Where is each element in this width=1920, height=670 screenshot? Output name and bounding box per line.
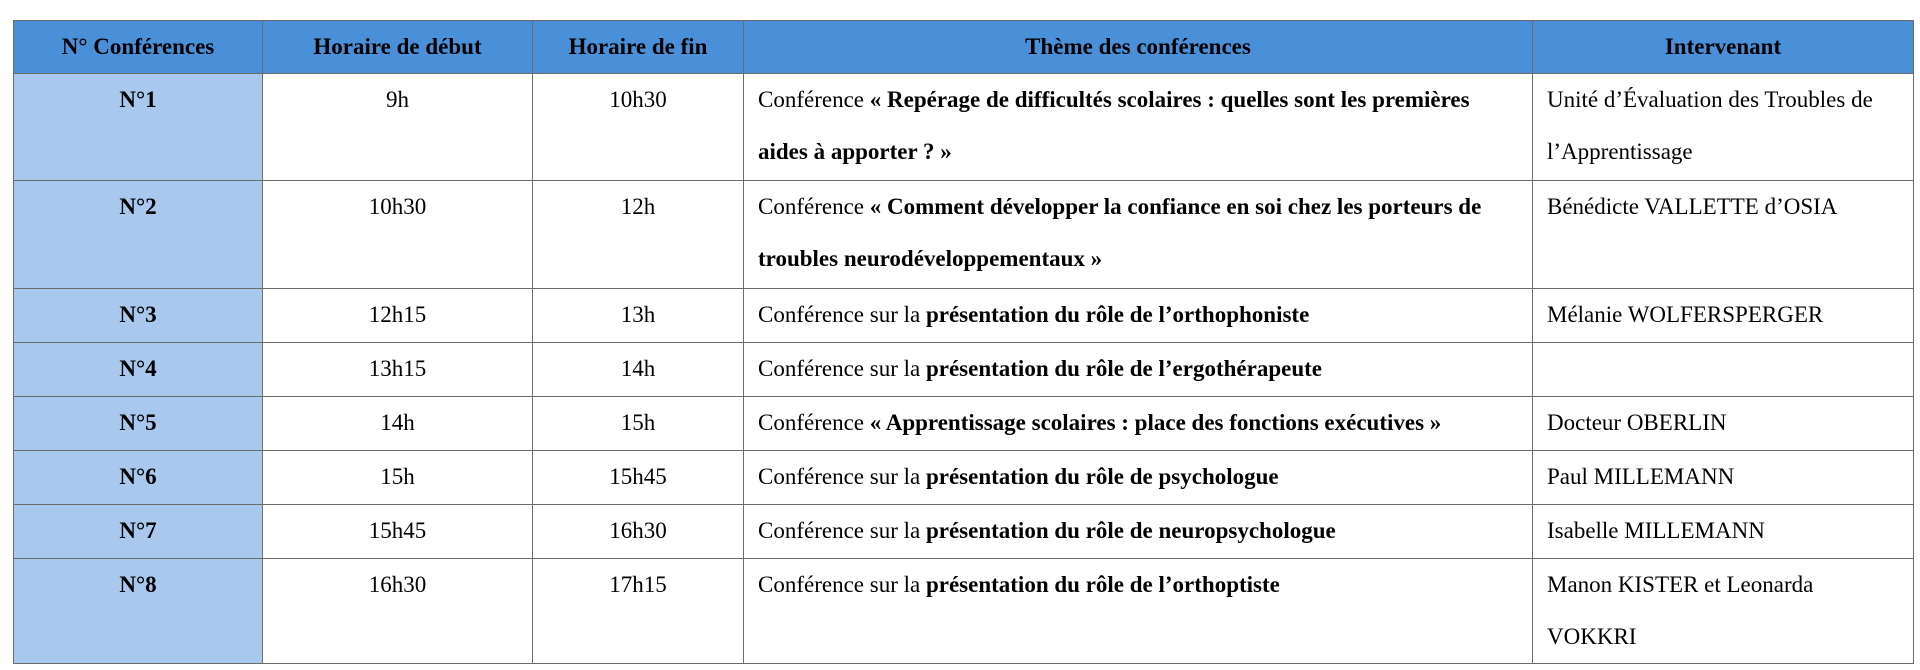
speaker: Manon KISTER et Leonarda VOKKRI [1533, 559, 1914, 664]
conference-theme [744, 289, 1533, 343]
header-theme: Thème des conférences [744, 21, 1533, 74]
end-time: 13h [533, 289, 744, 343]
header-end-time: Horaire de fin [533, 21, 744, 74]
speaker: Mélanie WOLFERSPERGER [1533, 289, 1914, 343]
table-row [14, 559, 1914, 664]
conference-theme [744, 451, 1533, 505]
theme-title: présentation du rôle de l’orthoptiste [925, 572, 1280, 597]
table-row [14, 397, 1914, 451]
end-time: 10h30 [533, 74, 744, 181]
header-conference-number: N° Conférences [14, 21, 263, 74]
end-time: 12h [533, 181, 744, 289]
table-row [14, 343, 1914, 397]
speaker: Bénédicte VALLETTE d’OSIA [1533, 181, 1914, 289]
speaker: Isabelle MILLEMANN [1533, 505, 1914, 559]
theme-prefix: Conférence sur la [758, 356, 926, 381]
header-row [14, 21, 1914, 74]
theme-title: « Repérage de difficultés scolaires : quelles sont les premières aides à apporter ? » [758, 87, 1470, 164]
start-time: 14h [263, 397, 533, 451]
theme-title: « Comment développer la confiance en soi chez les porteurs de troubles neurodéveloppementaux » [758, 194, 1482, 271]
start-time: 10h30 [263, 181, 533, 289]
theme-prefix: Conférence [758, 410, 870, 435]
conference-number: N°1 [14, 74, 263, 181]
theme-title: présentation du rôle de psychologue [925, 464, 1279, 489]
conference-theme [744, 505, 1533, 559]
theme-prefix: Conférence sur la [758, 302, 926, 327]
table-row [14, 289, 1914, 343]
speaker [1533, 343, 1914, 397]
start-time: 15h45 [263, 505, 533, 559]
start-time: 15h [263, 451, 533, 505]
theme-prefix: Conférence [758, 87, 870, 112]
theme-prefix: Conférence sur la [758, 518, 926, 543]
header-speaker: Intervenant [1533, 21, 1914, 74]
table-row [14, 74, 1914, 181]
theme-prefix: Conférence sur la [758, 572, 926, 597]
header-start-time: Horaire de début [263, 21, 533, 74]
start-time: 16h30 [263, 559, 533, 664]
theme-title: présentation du rôle de l’orthophoniste [925, 302, 1310, 327]
conference-theme [744, 181, 1533, 289]
start-time: 9h [263, 74, 533, 181]
conference-schedule-table [13, 20, 1914, 664]
table-header [14, 21, 1914, 74]
conference-number: N°5 [14, 397, 263, 451]
conference-number: N°8 [14, 559, 263, 664]
conference-number: N°7 [14, 505, 263, 559]
table-row [14, 181, 1914, 289]
speaker: Unité d’Évaluation des Troubles de l’Apprentissage [1533, 74, 1914, 181]
end-time: 15h [533, 397, 744, 451]
conference-number: N°2 [14, 181, 263, 289]
conference-number: N°6 [14, 451, 263, 505]
conference-theme [744, 559, 1533, 664]
theme-title: présentation du rôle de neuropsychologue [925, 518, 1336, 543]
table-body [14, 74, 1914, 664]
conference-theme [744, 397, 1533, 451]
speaker: Docteur OBERLIN [1533, 397, 1914, 451]
table-row [14, 505, 1914, 559]
end-time: 16h30 [533, 505, 744, 559]
end-time: 15h45 [533, 451, 744, 505]
table-row [14, 451, 1914, 505]
theme-title: « Apprentissage scolaires : place des fonctions exécutives » [869, 410, 1442, 435]
start-time: 12h15 [263, 289, 533, 343]
speaker: Paul MILLEMANN [1533, 451, 1914, 505]
end-time: 14h [533, 343, 744, 397]
conference-theme [744, 74, 1533, 181]
conference-number: N°4 [14, 343, 263, 397]
end-time: 17h15 [533, 559, 744, 664]
conference-theme [744, 343, 1533, 397]
conference-number: N°3 [14, 289, 263, 343]
theme-prefix: Conférence sur la [758, 464, 926, 489]
start-time: 13h15 [263, 343, 533, 397]
theme-prefix: Conférence [758, 194, 870, 219]
theme-title: présentation du rôle de l’ergothérapeute [925, 356, 1322, 381]
